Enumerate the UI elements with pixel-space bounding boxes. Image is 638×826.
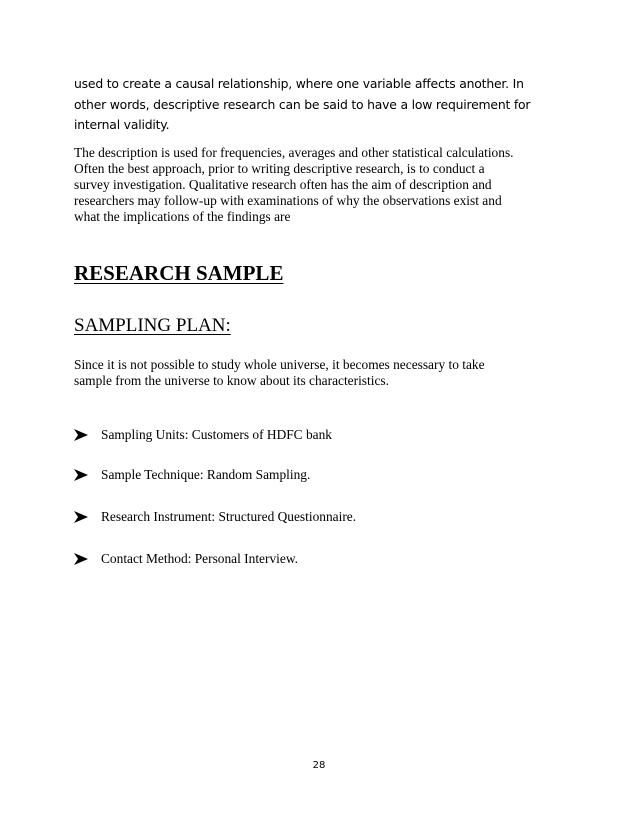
intro-line: other words, descriptive research can be said to have a low requirement for <box>74 96 531 112</box>
sampling-paragraph <box>74 357 574 389</box>
sampling-line: Since it is not possible to study whole universe, it becomes necessary to take <box>74 357 485 372</box>
description-line: The description is used for frequencies, averages and other statistical calculations. <box>74 145 514 160</box>
arrowhead-bullet-icon <box>74 553 88 565</box>
description-paragraph <box>74 145 574 225</box>
list-item-text: Sampling Units: Customers of HDFC bank <box>101 427 332 442</box>
description-line: survey investigation. Qualitative research often has the aim of description and <box>74 177 492 192</box>
list-item-text: Sample Technique: Random Sampling. <box>101 467 311 482</box>
section-subheading: SAMPLING PLAN: <box>74 315 231 336</box>
list-item-text: Contact Method: Personal Interview. <box>101 551 298 566</box>
intro-paragraph <box>74 74 574 136</box>
list-item <box>74 466 574 484</box>
arrowhead-bullet-icon <box>74 469 88 481</box>
intro-line: internal validity. <box>74 117 170 132</box>
intro-line: used to create a causal relationship, where one variable affects another. In <box>74 76 524 91</box>
arrowhead-bullet-icon <box>74 429 88 441</box>
section-heading: RESEARCH SAMPLE <box>74 261 284 285</box>
list-item <box>74 426 574 444</box>
sampling-line: sample from the universe to know about its characteristics. <box>74 373 389 388</box>
arrowhead-bullet-icon <box>74 511 88 523</box>
description-line: Often the best approach, prior to writing descriptive research, is to conduct a <box>74 161 485 176</box>
page-number: 28 <box>312 760 326 771</box>
list-item-text: Research Instrument: Structured Questionnaire. <box>101 509 357 524</box>
description-line: what the implications of the findings are <box>74 209 291 224</box>
list-item <box>74 550 574 568</box>
list-item <box>74 508 574 526</box>
description-line: researchers may follow-up with examinations of why the observations exist and <box>74 193 502 208</box>
